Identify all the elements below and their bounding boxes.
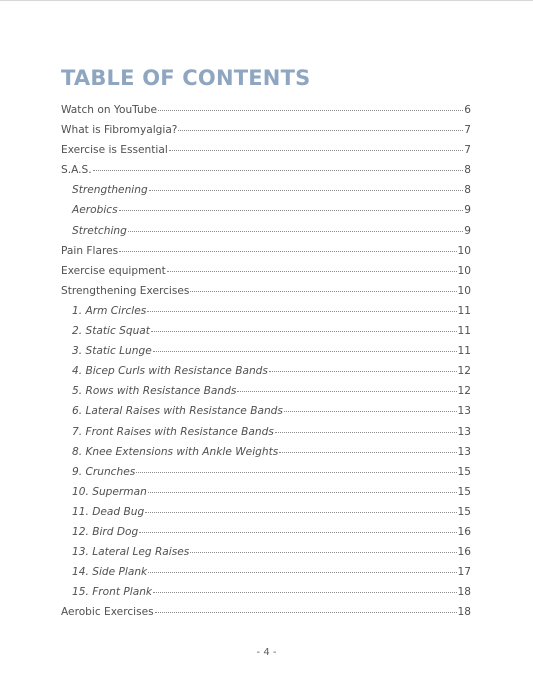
toc-entry-page-number: 15 bbox=[457, 465, 471, 478]
toc-dot-leader bbox=[128, 230, 463, 232]
toc-entry-label: Exercise equipment bbox=[61, 264, 166, 277]
toc-subentry[interactable] bbox=[61, 482, 471, 502]
toc-entry-label: Watch on YouTube bbox=[61, 104, 157, 116]
toc-dot-leader bbox=[148, 491, 457, 493]
toc-subentry[interactable] bbox=[61, 301, 471, 321]
toc-entry-page-number: 16 bbox=[457, 546, 471, 559]
toc-dot-leader bbox=[139, 531, 456, 533]
toc-entry-page-number: 8 bbox=[464, 164, 471, 177]
toc-entry-page-number: 11 bbox=[457, 304, 471, 317]
toc-entry-page-number: 13 bbox=[457, 445, 471, 458]
toc-dot-leader bbox=[136, 471, 456, 473]
toc-entry-page-number: 10 bbox=[457, 284, 471, 297]
toc-subentry[interactable] bbox=[61, 381, 471, 401]
toc-entry-page-number: 9 bbox=[464, 204, 471, 217]
toc-entry-label: Exercise is Essential bbox=[61, 144, 168, 157]
toc-subentry[interactable] bbox=[61, 522, 471, 542]
toc-dot-leader bbox=[151, 330, 457, 332]
toc-entry-page-number: 7 bbox=[464, 144, 471, 157]
toc-entry-label: 6. Lateral Raises with Resistance Bands bbox=[72, 405, 283, 418]
toc-entry-page-number: 18 bbox=[457, 606, 471, 619]
toc-entry-page-number: 13 bbox=[457, 425, 471, 438]
toc-dot-leader bbox=[119, 209, 464, 211]
toc-subentry[interactable] bbox=[61, 401, 471, 421]
toc-dot-leader bbox=[155, 611, 457, 613]
toc-entry-label: 1. Arm Circles bbox=[72, 304, 147, 317]
toc-entry-label: 5. Rows with Resistance Bands bbox=[72, 385, 237, 398]
toc-entry-label: 2. Static Squat bbox=[72, 325, 150, 338]
toc-entry-label: 4. Bicep Curls with Resistance Bands bbox=[72, 365, 268, 378]
toc-dot-leader bbox=[269, 370, 457, 372]
toc-entry-page-number: 15 bbox=[457, 485, 471, 498]
toc-subentry[interactable] bbox=[61, 361, 471, 381]
toc-entry[interactable] bbox=[61, 140, 471, 160]
toc-dot-leader bbox=[190, 290, 456, 292]
toc-subentry[interactable] bbox=[61, 542, 471, 562]
toc-entry-label: 8. Knee Extensions with Ankle Weights bbox=[72, 445, 279, 458]
toc-entry-label: 13. Lateral Leg Raises bbox=[72, 546, 190, 559]
toc-entry-label: 9. Crunches bbox=[72, 465, 136, 478]
toc-entry[interactable] bbox=[61, 160, 471, 180]
toc-entry-page-number: 10 bbox=[457, 244, 471, 257]
toc-subentry[interactable] bbox=[61, 321, 471, 341]
toc-entry[interactable] bbox=[61, 100, 471, 120]
toc-dot-leader bbox=[158, 109, 463, 111]
toc-dot-leader bbox=[275, 431, 457, 433]
toc-dot-leader bbox=[190, 551, 456, 553]
toc-dot-leader bbox=[237, 390, 456, 392]
toc-entry[interactable] bbox=[61, 241, 471, 261]
toc-dot-leader bbox=[93, 169, 464, 171]
toc-entry-label: 7. Front Raises with Resistance Bands bbox=[72, 425, 274, 438]
toc-entry-label: Strengthening Exercises bbox=[61, 284, 190, 297]
toc-dot-leader bbox=[178, 129, 463, 131]
toc-dot-leader bbox=[147, 310, 456, 312]
toc-subentry[interactable] bbox=[61, 221, 471, 241]
toc-dot-leader bbox=[119, 250, 456, 252]
toc-entry-label: Aerobics bbox=[72, 204, 118, 217]
toc-dot-leader bbox=[279, 451, 456, 453]
toc-entry-page-number: 12 bbox=[457, 365, 471, 378]
toc-entry-label: 14. Side Plank bbox=[72, 566, 148, 579]
toc-entry-page-number: 6 bbox=[464, 104, 471, 116]
page-number: - 4 - bbox=[256, 647, 277, 658]
toc-entry-page-number: 13 bbox=[457, 405, 471, 418]
page-title: TABLE OF CONTENTS bbox=[61, 66, 311, 90]
toc-subentry[interactable] bbox=[61, 341, 471, 361]
toc-entry-page-number: 16 bbox=[457, 525, 471, 538]
toc-entry-page-number: 17 bbox=[457, 566, 471, 579]
toc-dot-leader bbox=[149, 189, 464, 191]
toc-entry-page-number: 7 bbox=[464, 124, 471, 137]
toc-entry-page-number: 8 bbox=[464, 184, 471, 197]
toc-entry-page-number: 9 bbox=[464, 224, 471, 237]
toc-entry-page-number: 11 bbox=[457, 325, 471, 338]
toc-dot-leader bbox=[284, 410, 457, 412]
toc-subentry[interactable] bbox=[61, 462, 471, 482]
toc-dot-leader bbox=[167, 270, 457, 272]
toc-subentry[interactable] bbox=[61, 200, 471, 220]
toc-entry[interactable] bbox=[61, 120, 471, 140]
toc-entry-label: 3. Static Lunge bbox=[72, 345, 152, 358]
toc-subentry[interactable] bbox=[61, 442, 471, 462]
toc-dot-leader bbox=[145, 511, 456, 513]
toc-list bbox=[61, 100, 471, 622]
toc-dot-leader bbox=[148, 571, 456, 573]
toc-subentry[interactable] bbox=[61, 180, 471, 200]
toc-entry-page-number: 18 bbox=[457, 586, 471, 599]
toc-entry-label: 11. Dead Bug bbox=[72, 505, 145, 518]
toc-entry[interactable] bbox=[61, 602, 471, 622]
toc-subentry[interactable] bbox=[61, 562, 471, 582]
toc-subentry[interactable] bbox=[61, 582, 471, 602]
toc-entry-label: 10. Superman bbox=[72, 485, 147, 498]
top-divider bbox=[0, 0, 533, 1]
toc-dot-leader bbox=[169, 149, 463, 151]
toc-entry-label: Stretching bbox=[72, 224, 127, 237]
toc-entry-label: 15. Front Plank bbox=[72, 586, 153, 599]
toc-entry-label: Strengthening bbox=[72, 184, 148, 197]
toc-subentry[interactable] bbox=[61, 502, 471, 522]
toc-dot-leader bbox=[153, 591, 456, 593]
toc-entry-label: S.A.S. bbox=[61, 164, 92, 177]
toc-entry-label: 12. Bird Dog bbox=[72, 525, 139, 538]
toc-dot-leader bbox=[153, 350, 457, 352]
toc-entry-label: Pain Flares bbox=[61, 244, 119, 257]
toc-entry-page-number: 12 bbox=[457, 385, 471, 398]
toc-entry[interactable] bbox=[61, 261, 471, 281]
toc-entry-label: Aerobic Exercises bbox=[61, 606, 154, 619]
toc-entry[interactable] bbox=[61, 281, 471, 301]
toc-subentry[interactable] bbox=[61, 422, 471, 442]
toc-entry-page-number: 15 bbox=[457, 505, 471, 518]
toc-entry-page-number: 10 bbox=[457, 264, 471, 277]
toc-entry-page-number: 11 bbox=[457, 345, 471, 358]
toc-entry-label: What is Fibromyalgia? bbox=[61, 124, 178, 137]
